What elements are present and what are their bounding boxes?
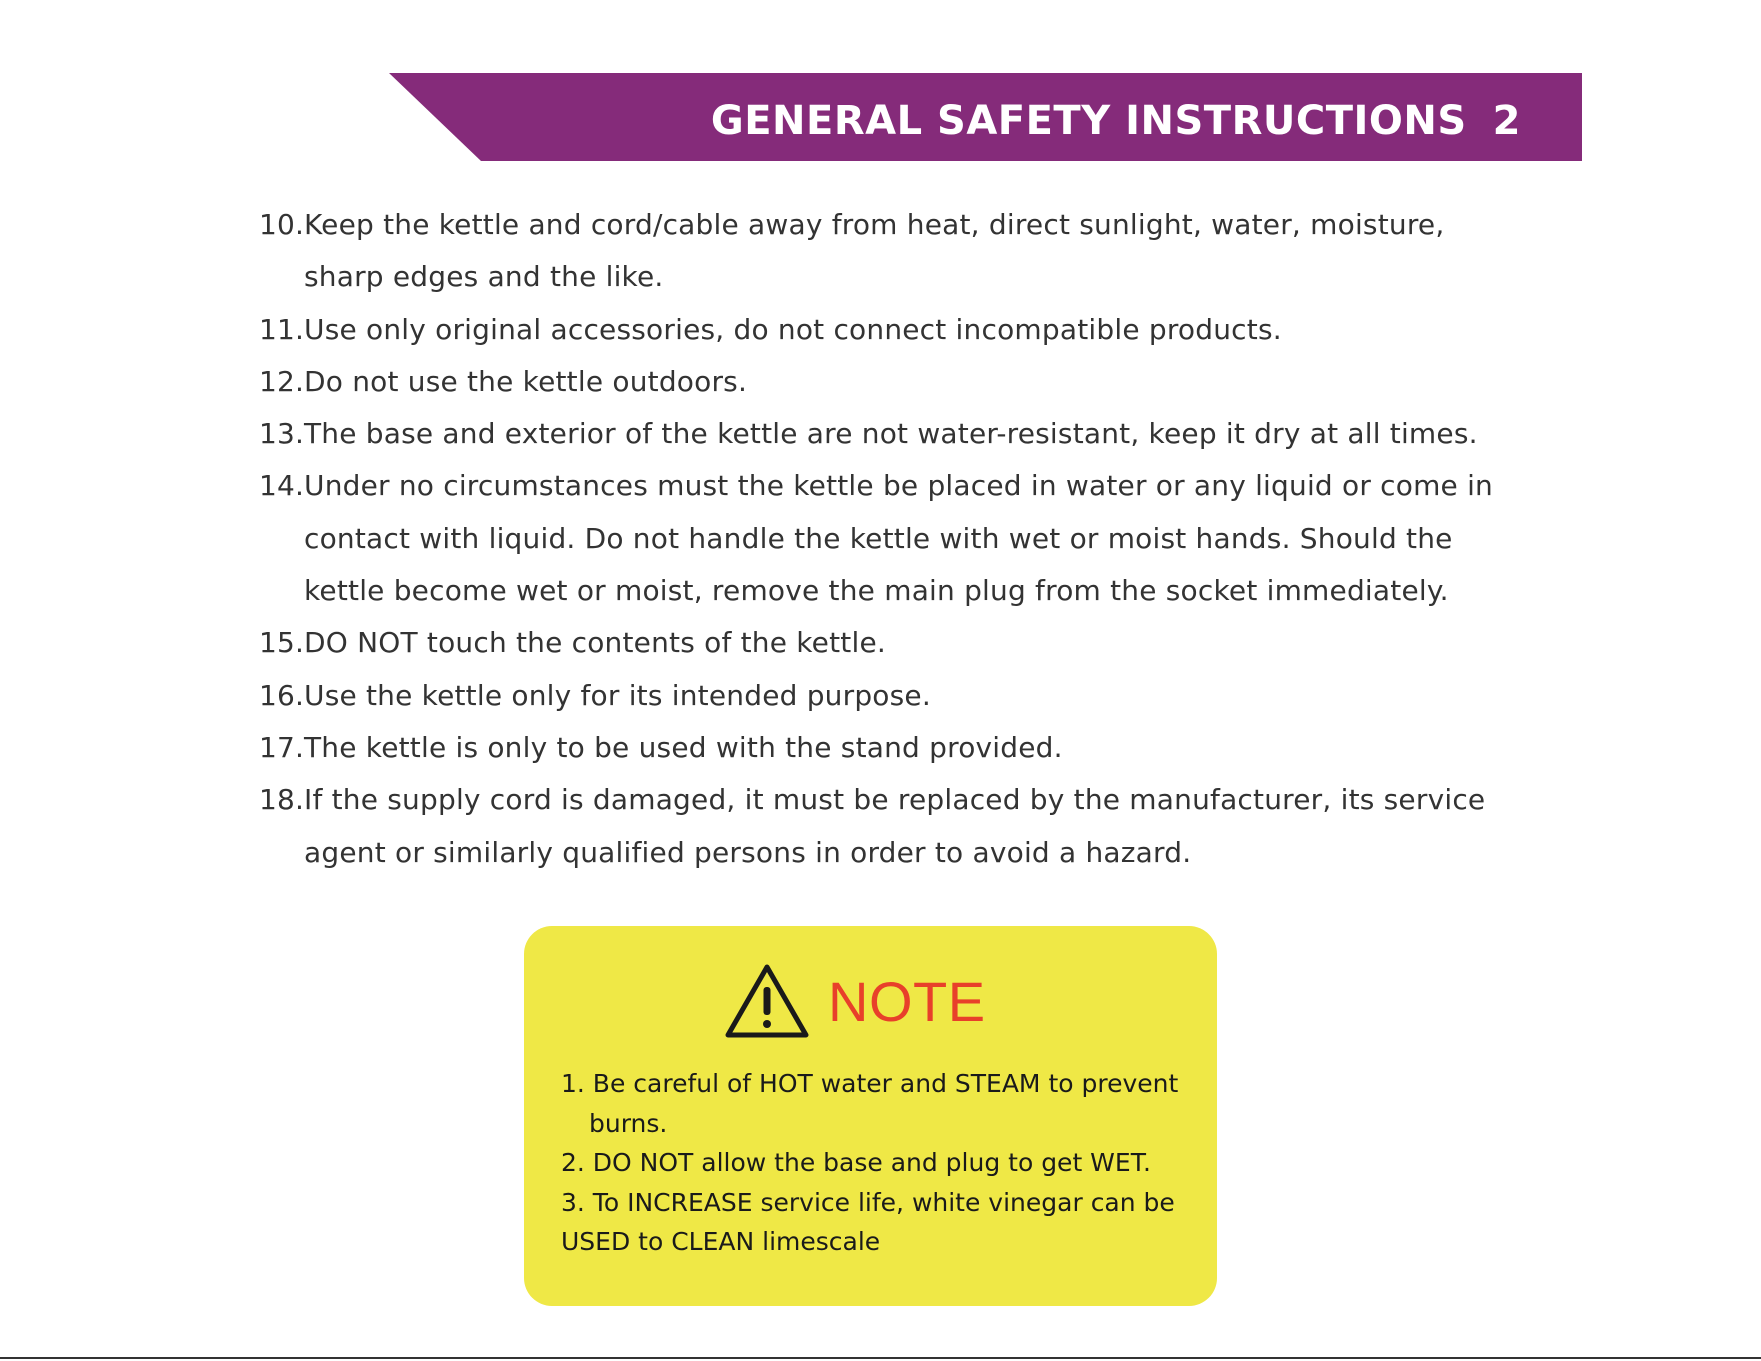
warning-triangle-icon: [724, 963, 810, 1039]
item-number: 12.: [259, 364, 305, 398]
item-line: Do not use the kettle outdoors.: [304, 364, 748, 398]
instruction-item-11: [259, 304, 1559, 356]
item-line: The base and exterior of the kettle are not water-resistant, keep it dry at all times.: [304, 417, 1478, 451]
note-box: [524, 926, 1217, 1306]
item-line: contact with liquid. Do not handle the kettle with wet or moist hands. Should the: [304, 521, 1453, 555]
note-list: [561, 1064, 1201, 1262]
item-number: 18.: [259, 783, 305, 817]
bottom-divider: [0, 1357, 1761, 1359]
item-number: 15.: [259, 626, 305, 660]
instruction-item-15: [259, 617, 1559, 669]
note-item-1-line-2: burns.: [589, 1108, 668, 1138]
instruction-item-16: [259, 670, 1559, 722]
instruction-item-18: [259, 774, 1559, 879]
item-line: Use only original accessories, do not connect incompatible products.: [304, 312, 1282, 346]
item-line: sharp edges and the like.: [304, 260, 664, 294]
note-header: [724, 960, 986, 1042]
item-line: Keep the kettle and cord/cable away from heat, direct sunlight, water, moisture,: [304, 208, 1445, 241]
note-item-3-line-1: 3. To INCREASE service life, white vinegar can be: [561, 1187, 1175, 1217]
safety-instructions-list: [259, 199, 1559, 879]
item-number: 14.: [259, 469, 305, 503]
item-number: 10.: [259, 208, 305, 241]
item-line: kettle become wet or moist, remove the main plug from the socket immediately.: [304, 574, 1449, 608]
item-line: The kettle is only to be used with the stand provided.: [304, 730, 1063, 764]
note-item-1-line-1: 1. Be careful of HOT water and STEAM to prevent: [561, 1069, 1179, 1098]
instruction-item-14: [259, 460, 1559, 617]
note-item-2: 2. DO NOT allow the base and plug to get WET.: [561, 1148, 1151, 1177]
instruction-item-10: [259, 199, 1559, 304]
instruction-item-13: [259, 408, 1559, 460]
item-number: 11.: [259, 312, 305, 346]
item-line: DO NOT touch the contents of the kettle.: [304, 626, 886, 660]
item-line: If the supply cord is damaged, it must be replaced by the manufacturer, its service: [304, 783, 1486, 817]
page-title: [711, 73, 1521, 161]
instruction-item-17: [259, 722, 1559, 774]
item-line: Under no circumstances must the kettle be placed in water or any liquid or come in: [304, 469, 1493, 503]
instruction-item-12: [259, 356, 1559, 408]
note-item-3-line-2: USED to CLEAN limescale: [561, 1227, 881, 1256]
item-line: Use the kettle only for its intended purpose.: [304, 678, 931, 712]
item-line: agent or similarly qualified persons in order to avoid a hazard.: [304, 835, 1192, 869]
item-number: 17.: [259, 730, 305, 764]
item-number: 16.: [259, 678, 305, 712]
note-title: NOTE: [828, 969, 986, 1033]
section-title: GENERAL SAFETY INSTRUCTIONS: [710, 98, 1467, 144]
page-number: 2: [1492, 98, 1521, 144]
item-number: 13.: [259, 417, 305, 451]
header-banner: [389, 73, 1582, 161]
